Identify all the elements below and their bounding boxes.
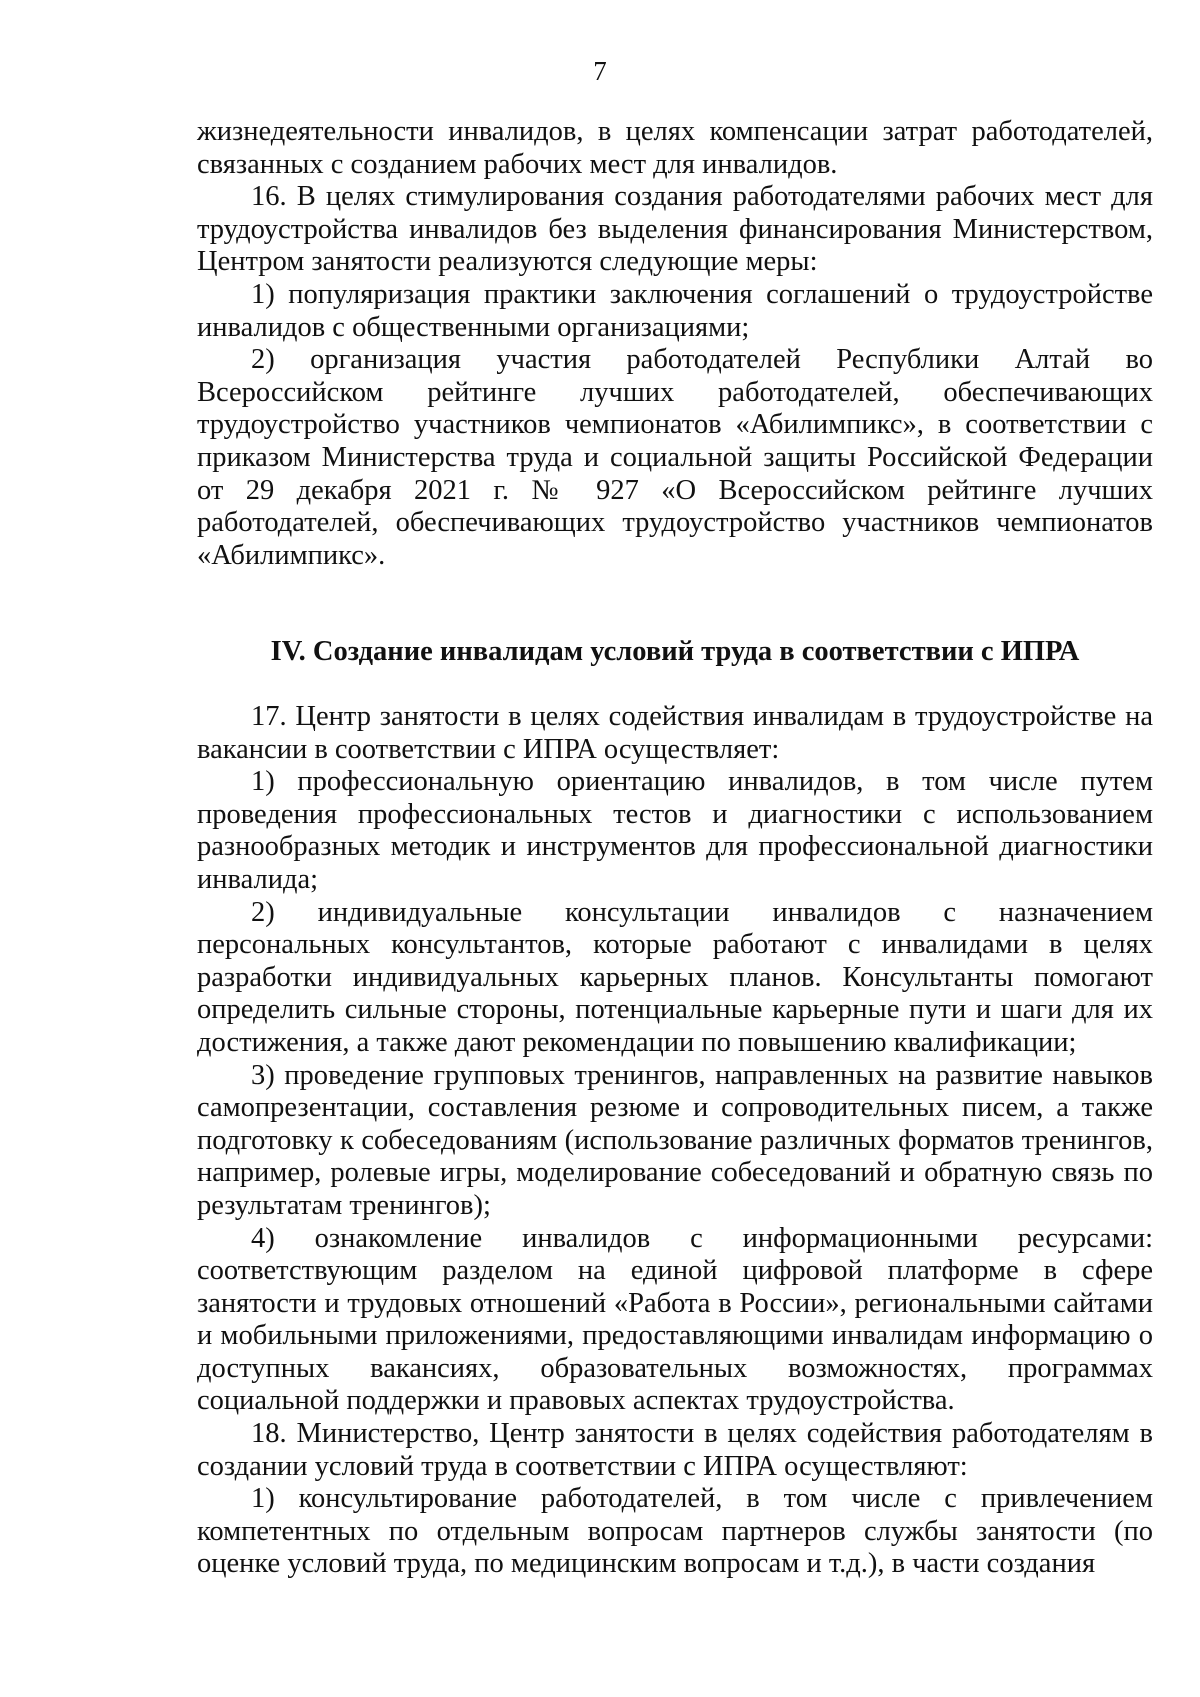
paragraph: 1) профессиональную ориентацию инвалидов, в том числе путем проведения профессиональных тестов и диагностики с использованием разнообразных методик и инструментов для профессиональной диагностики инвалида; bbox=[197, 766, 1153, 895]
paragraph: 3) проведение групповых тренингов, направленных на развитие навыков самопрезентации, составления резюме и сопроводительных писем, а также подготовку к собеседованиям (использование различных форматов тренингов, например, ролевые игры, моделирование собеседований и обратную связь по результатам тренингов); bbox=[197, 1059, 1153, 1221]
paragraph: 1) консультирование работодателей, в том числе с привлечением компетентных по отдельным вопросам партнеров службы занятости (по оценке условий труда, по медицинским вопросам и т.д.), в части создания bbox=[197, 1483, 1153, 1580]
paragraph: 4) ознакомление инвалидов с информационными ресурсами: соответствующим разделом на единой цифровой платформе в сфере занятости и трудовых отношений «Работа в России», региональными сайтами и мобильными приложениями, предоставляющими инвалидам информацию о доступных вакансиях, образовательных возможностях, программах социальной поддержки и правовых аспектах трудоустройства. bbox=[197, 1222, 1153, 1417]
paragraph: 17. Центр занятости в целях содействия инвалидам в трудоустройстве на вакансии в соответствии с ИПРА осуществляет: bbox=[197, 701, 1153, 765]
paragraph: 2) организация участия работодателей Республики Алтай во Всероссийском рейтинге лучших работодателей, обеспечивающих трудоустройство участников чемпионатов «Абилимпикс», в соответствии с приказом Министерства труда и социальной защиты Российской Федерации от 29 декабря 2021 г. № 927 «О Всероссийском рейтинге лучших работодателей, обеспечивающих трудоустройство участников чемпионатов «Абилимпикс». bbox=[197, 344, 1153, 571]
text-block-top bbox=[197, 116, 1153, 572]
paragraph: жизнедеятельности инвалидов, в целях компенсации затрат работодателей, связанных с созданием рабочих мест для инвалидов. bbox=[197, 116, 1153, 180]
paragraph: 16. В целях стимулирования создания работодателями рабочих мест для трудоустройства инвалидов без выделения финансирования Министерством, Центром занятости реализуются следующие меры: bbox=[197, 181, 1153, 278]
section-heading: IV. Создание инвалидам условий труда в соответствии с ИПРА bbox=[270, 636, 1080, 667]
paragraph: 2) индивидуальные консультации инвалидов с назначением персональных консультантов, которые работают с инвалидами в целях разработки индивидуальных карьерных планов. Консультанты помогают определить сильные стороны, потенциальные карьерные пути и шаги для их достижения, а также дают рекомендации по повышению квалификации; bbox=[197, 896, 1153, 1058]
text-block-bottom bbox=[197, 701, 1153, 1581]
paragraph: 18. Министерство, Центр занятости в целях содействия работодателям в создании условий труда в соответствии с ИПРА осуществляют: bbox=[197, 1418, 1153, 1482]
page-number: 7 bbox=[593, 56, 607, 86]
paragraph: 1) популяризация практики заключения соглашений о трудоустройстве инвалидов с общественными организациями; bbox=[197, 278, 1153, 343]
